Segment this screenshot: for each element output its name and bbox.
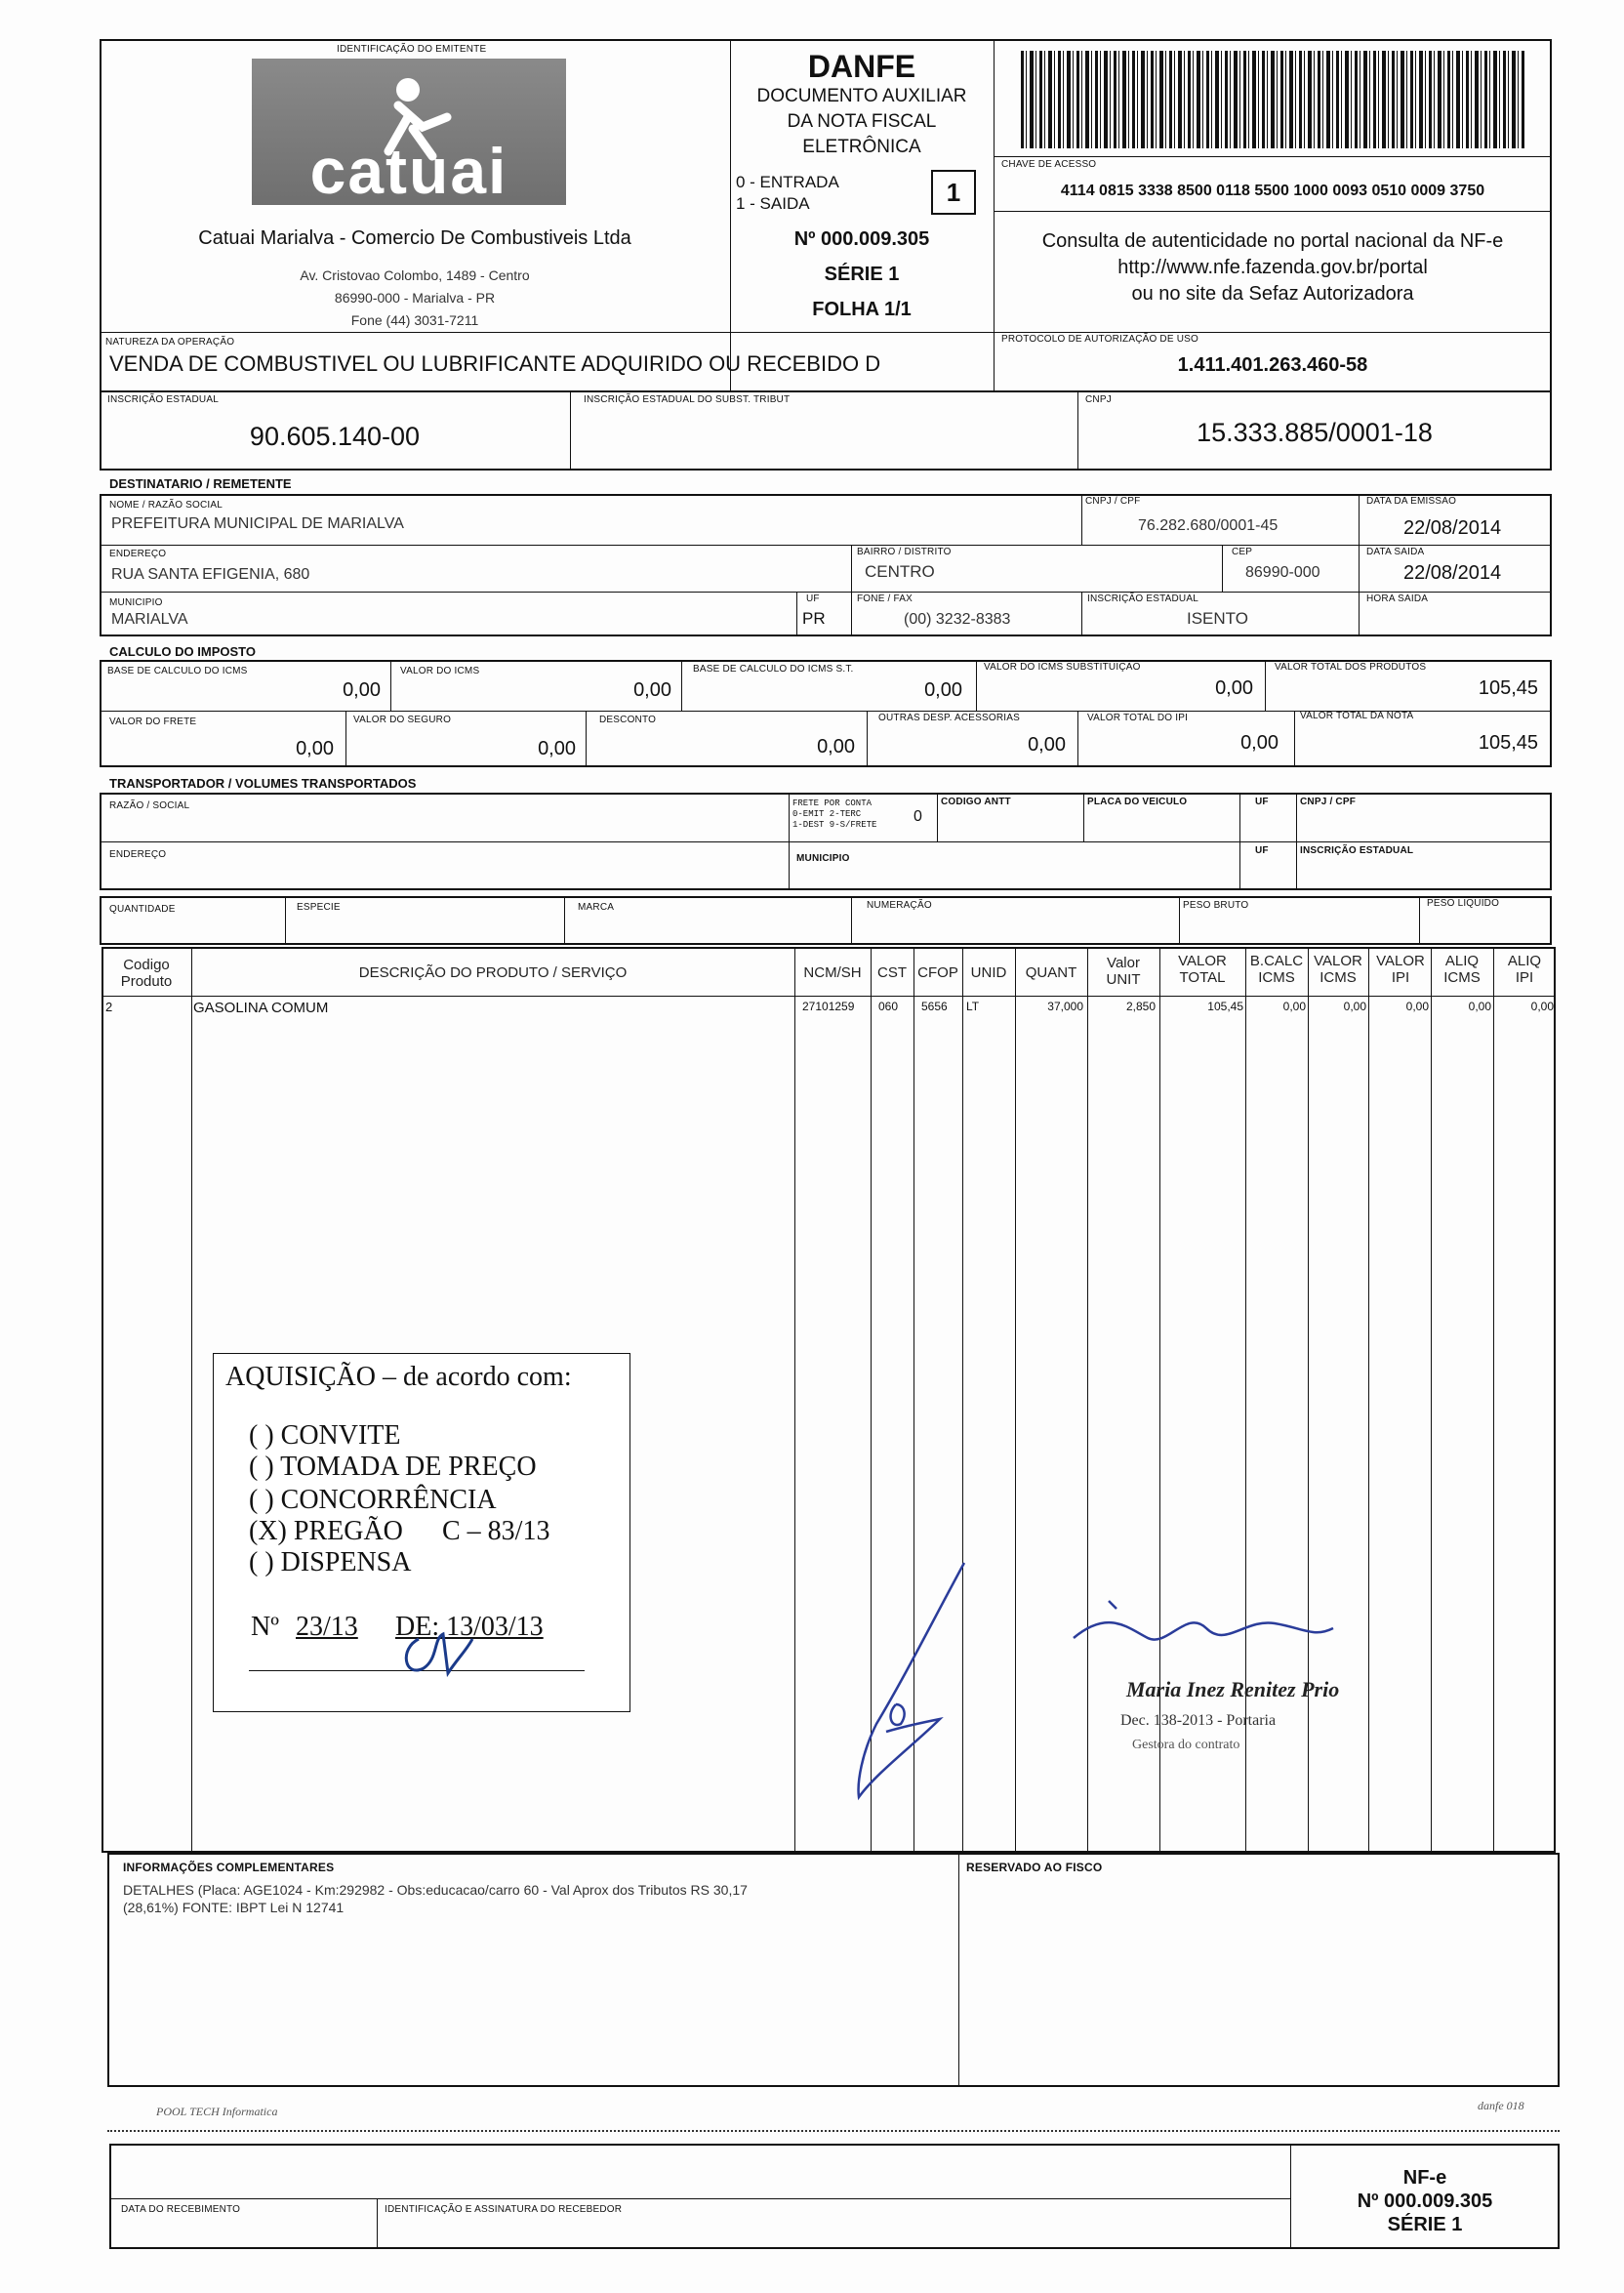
dest-cnpj: 76.282.680/0001-45 [1138,517,1279,534]
frete-conta-value: 0 [914,808,922,825]
divider [1265,660,1266,711]
divider [377,2198,378,2249]
danfe-tipo: 1 [946,178,961,207]
ie-label: INSCRIÇÃO ESTADUAL [107,394,219,405]
dest-hora-label: HORA SAIDA [1366,594,1429,604]
dest-cep-label: CEP [1232,547,1253,557]
stamp-tomada: ( ) TOMADA DE PREÇO [249,1452,537,1482]
divider [867,711,868,767]
row-bcicms: 0,00 [1282,1000,1306,1013]
table-row [102,998,1556,1017]
th-unid: UNID [970,964,1007,981]
barcode [1021,51,1526,148]
chave-value: 4114 0815 3338 8500 0118 5500 1000 0093 0510 0009 3750 [1060,183,1485,199]
nota: 105,45 [1478,732,1538,754]
canhoto-serie: SÉRIE 1 [1387,2214,1463,2235]
th-codigo: Codigo Produto [120,957,173,990]
dest-nome-label: NOME / RAZÃO SOCIAL [109,500,223,511]
row-codigo: 2 [105,1000,113,1014]
signature-stamp-line3: Gestora do contrato [1132,1738,1240,1752]
th-vunit: Valor UNIT [1106,955,1141,988]
cut-line [107,2130,1560,2132]
dest-cep: 86990-000 [1245,564,1320,581]
natureza-label: NATUREZA DA OPERAÇÃO [105,337,235,348]
dest-emissao-label: DATA DA EMISSÃO [1366,496,1457,507]
dest-uf: PR [802,609,826,628]
danfe-title: DANFE [807,49,916,84]
danfe-serie: SÉRIE 1 [824,264,900,285]
razao-label: RAZÃO / SOCIAL [109,800,190,811]
row-aipi: 0,00 [1530,1000,1554,1013]
divider [390,660,391,711]
dest-emissao: 22/08/2014 [1403,517,1502,539]
consulta-line-3: ou no site da Sefaz Autorizadora [1131,283,1414,305]
col-divider [1015,947,1016,1853]
company-logo [252,59,566,205]
divider [1239,793,1240,890]
divider [570,390,571,471]
consulta-line-1: Consulta de autenticidade no portal nacional da NF-e [1041,230,1504,252]
v-prod-label: VALOR TOTAL DOS PRODUTOS [1275,662,1427,673]
th-bcicms: B.CALC ICMS [1249,953,1304,986]
dest-fone: (00) 3232-8383 [904,611,1011,628]
produtos-header-divider [102,996,1556,997]
ipi: 0,00 [1240,732,1279,754]
dest-municipio: MARIALVA [111,611,188,628]
danfe-numero: Nº 000.009.305 [793,228,930,250]
divider [994,156,1552,157]
th-cst: CST [877,964,907,981]
danfe-saida: 1 - SAIDA [736,194,810,213]
danfe-tipo-box [931,170,976,215]
canhoto-numero: Nº 000.009.305 [1357,2191,1493,2212]
dest-nome: PREFEITURA MUNICIPAL DE MARIALVA [111,515,404,532]
signature-icon [1070,1599,1343,1677]
row-unid: LT [966,1000,980,1013]
emitente-section-label: IDENTIFICAÇÃO DO EMITENTE [337,44,487,55]
transp-municipio-label: MUNICIPIO [796,853,850,864]
divider [796,592,797,636]
divider [994,211,1552,212]
liquido-label: PESO LIQUIDO [1427,898,1500,909]
info-text-2: (28,61%) FONTE: IBPT Lei N 12741 [123,1900,345,1915]
bruto-label: PESO BRUTO [1183,900,1249,911]
emitente-name: Catuai Marialva - Comercio De Combustiveis Ltda [198,227,631,249]
bc-st-label: BASE DE CALCULO DO ICMS S.T. [693,664,854,675]
divider [285,896,286,945]
bc-icms-label: BASE DE CALCULO DO ICMS [107,666,248,676]
danfe-entrada: 0 - ENTRADA [736,173,839,191]
dest-endereco: RUA SANTA EFIGENIA, 680 [111,566,310,583]
desconto-label: DESCONTO [599,715,657,725]
outras: 0,00 [1028,734,1066,756]
dest-saida: 22/08/2014 [1403,562,1502,584]
divider [109,2198,1290,2199]
row-descricao: GASOLINA COMUM [193,1000,329,1016]
th-cfop: CFOP [917,964,958,981]
stamp-pregao-code: C – 83/13 [442,1516,550,1546]
stamp-numero-label: Nº [251,1612,279,1642]
divider [1081,494,1082,545]
frete-conta-line-1: FRETE POR CONTA [792,798,873,808]
numeracao-label: NUMERAÇÃO [867,900,932,911]
col-divider [1368,947,1369,1853]
th-vicms: VALOR ICMS [1314,953,1362,986]
protocolo-value: 1.411.401.263.460-58 [1177,354,1368,376]
th-descricao: DESCRIÇÃO DO PRODUTO / SERVIÇO [358,964,628,981]
signature-stamp-name: Maria Inez Renitez Prio [1126,1677,1340,1701]
dest-cnpj-label: CNPJ / CPF [1085,496,1141,507]
signature-icon [847,1558,974,1802]
v-st-label: VALOR DO ICMS SUBSTITUIÇÃO [984,662,1141,673]
dest-bairro-label: BAIRRO / DISTRITO [857,547,952,557]
protocolo-label: PROTOCOLO DE AUTORIZAÇÃO DE USO [1001,334,1198,345]
dest-municipio-label: MUNICIPIO [109,597,163,608]
divider [100,332,1552,333]
chave-label: CHAVE DE ACESSO [1001,159,1097,170]
divider [1081,592,1082,636]
stamp-data: DE: 13/03/13 [395,1612,544,1642]
danfe-folha: FOLHA 1/1 [812,299,912,320]
footer-left: POOL TECH Informatica [156,2105,278,2118]
frete: 0,00 [296,738,334,759]
transp-endereco-label: ENDEREÇO [109,849,167,860]
v-icms-label: VALOR DO ICMS [400,666,480,676]
th-vtotal: VALOR TOTAL [1178,953,1227,986]
consulta-line-2: http://www.nfe.fazenda.gov.br/portal [1117,257,1428,278]
divider [937,793,938,841]
antt-label: CODIGO ANTT [941,797,1011,807]
danfe-subtitle-3: ELETRÔNICA [802,137,921,157]
stamp-numero: 23/13 [296,1612,358,1642]
stamp-pregao: (X) PREGÃO [249,1516,403,1546]
divider [100,545,1552,546]
row-vtotal: 105,45 [1207,1000,1243,1013]
row-aicms: 0,00 [1468,1000,1491,1013]
aquisicao-stamp [213,1353,630,1712]
especie-label: ESPECIE [297,902,341,913]
footer-right: danfe 018 [1478,2099,1524,2112]
danfe-subtitle-2: DA NOTA FISCAL [787,111,937,132]
uf-label: UF [1255,797,1269,807]
divider [958,1853,959,2087]
dest-endereco-label: ENDEREÇO [109,549,167,559]
row-quant: 37,000 [1047,1000,1083,1013]
qtd-label: QUANTIDADE [109,904,176,915]
divider [789,793,790,890]
outras-label: OUTRAS DESP. ACESSORIAS [878,713,1021,723]
divider [586,711,587,767]
col-divider [1431,947,1432,1853]
signature-stamp-line2: Dec. 138-2013 - Portaria [1120,1712,1277,1729]
emitente-phone: Fone (44) 3031-7211 [350,312,479,328]
ie-st-label: INSCRIÇÃO ESTADUAL DO SUBST. TRIBUT [584,394,791,405]
row-vipi: 0,00 [1405,1000,1429,1013]
transp-uf2-label: UF [1255,845,1269,856]
divider [1296,793,1297,890]
ipi-label: VALOR TOTAL DO IPI [1087,713,1189,723]
dest-uf-label: UF [806,594,820,604]
th-vipi: VALOR IPI [1376,953,1425,986]
row-vicms: 0,00 [1343,1000,1366,1013]
frete-conta-line-3: 1-DEST 9-S/FRETE [792,820,877,830]
seguro-label: VALOR DO SEGURO [353,715,452,725]
emitente-address: Av. Cristovao Colombo, 1489 - Centro [300,267,530,283]
stamp-dispensa: ( ) DISPENSA [249,1547,412,1577]
th-aicms: ALIQ ICMS [1443,953,1481,986]
divider [1179,896,1180,945]
stamp-convite: ( ) CONVITE [249,1420,401,1451]
transp-cnpj-label: CNPJ / CPF [1300,797,1357,807]
divider [100,841,1552,842]
frete-conta [792,798,876,831]
stamp-title: AQUISIÇÃO – de acordo com: [225,1362,572,1392]
th-aipi: ALIQ IPI [1507,953,1542,986]
canhoto-data-label: DATA DO RECEBIMENTO [121,2204,241,2215]
col-divider [191,947,192,1853]
ie-value: 90.605.140-00 [249,422,421,451]
frete-label: VALOR DO FRETE [109,717,197,727]
bc-st: 0,00 [924,679,962,701]
canhoto-assinatura-label: IDENTIFICAÇÃO E ASSINATURA DO RECEBEDOR [385,2204,623,2215]
placa-label: PLACA DO VEICULO [1087,797,1188,807]
divider [681,660,682,711]
info-label: INFORMAÇÕES COMPLEMENTARES [123,1861,335,1874]
th-ncm: NCM/SH [803,964,862,981]
row-vunit: 2,850 [1125,1000,1156,1013]
th-quant: QUANT [1025,964,1077,981]
desconto: 0,00 [817,736,855,758]
imposto-title: CALCULO DO IMPOSTO [109,644,256,659]
row-ncm: 27101259 [802,1000,855,1013]
divider [345,711,346,767]
dest-ie-label: INSCRIÇÃO ESTADUAL [1087,594,1198,604]
v-st: 0,00 [1215,677,1253,699]
info-text-1: DETALHES (Placa: AGE1024 - Km:292982 - Obs:educacao/carro 60 - Val Aprox dos Tributos RS 30,17 [123,1882,748,1898]
logo-text: catuai [309,135,508,205]
cnpj-value: 15.333.885/0001-18 [1197,418,1433,447]
cnpj-label: CNPJ [1085,394,1112,405]
divider [851,592,852,636]
destinatario-title: DESTINATARIO / REMETENTE [109,476,292,491]
transp-ie-label: INSCRIÇÃO ESTADUAL [1300,845,1414,856]
col-divider [1493,947,1494,1853]
initials-signature-icon [389,1619,477,1688]
divider [1294,711,1295,767]
nota-label: VALOR TOTAL DA NOTA [1300,711,1414,721]
row-cst: 060 [878,1000,899,1013]
dest-ie: ISENTO [1187,609,1248,628]
col-divider [1308,947,1309,1853]
divider [1083,793,1084,841]
frete-conta-line-2: 0-EMIT 2-TERC [792,809,862,819]
emitente-city: 86990-000 - Marialva - PR [334,290,496,306]
divider [1222,545,1223,592]
divider [1359,494,1360,636]
v-prod: 105,45 [1478,677,1538,699]
divider [1419,896,1420,945]
seguro: 0,00 [538,738,576,759]
divider [1077,711,1078,767]
divider [976,660,977,711]
canhoto-nfe: NF-e [1402,2167,1447,2189]
divider [100,592,1552,593]
transporte-title: TRANSPORTADOR / VOLUMES TRANSPORTADOS [109,776,417,791]
marca-label: MARCA [578,902,615,913]
divider [851,545,852,592]
bc-icms: 0,00 [343,679,381,701]
divider [851,896,852,945]
col-divider [794,947,795,1853]
dest-fone-label: FONE / FAX [857,594,914,604]
row-cfop: 5656 [921,1000,948,1013]
dest-saida-label: DATA SAIDA [1366,547,1425,557]
danfe-subtitle-1: DOCUMENTO AUXILIAR [756,86,967,106]
natureza-value: VENDA DE COMBUSTIVEL OU LUBRIFICANTE ADQUIRIDO OU RECEBIDO D [109,351,881,376]
fisco-label: RESERVADO AO FISCO [966,1861,1103,1874]
stamp-concorrencia: ( ) CONCORRÊNCIA [249,1485,497,1515]
col-divider [1087,947,1088,1853]
divider [564,896,565,945]
v-icms: 0,00 [633,679,671,701]
dest-bairro: CENTRO [865,562,935,581]
